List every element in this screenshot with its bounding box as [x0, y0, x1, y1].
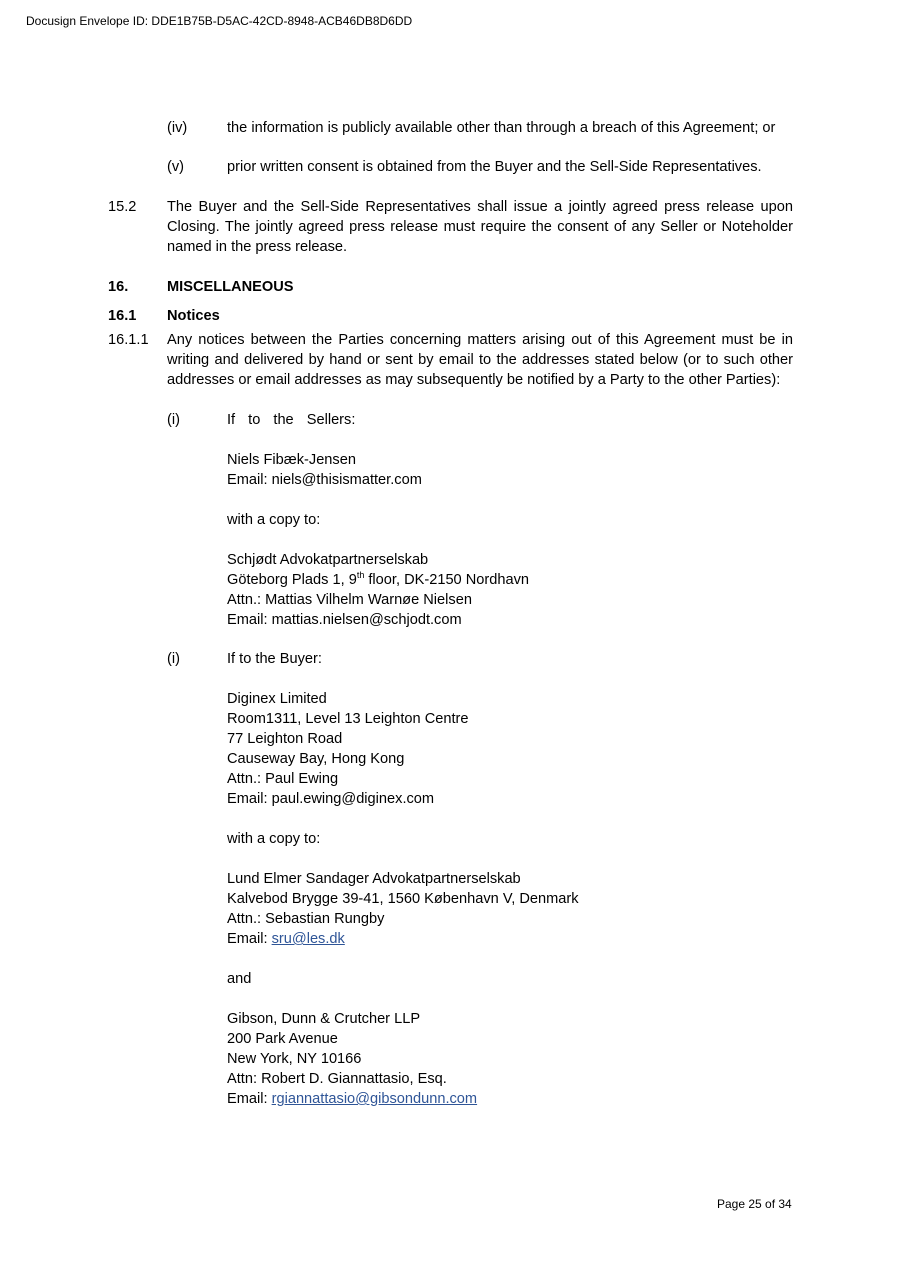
copy-line: 200 Park Avenue	[227, 1031, 338, 1047]
copy-line: New York, NY 10166	[227, 1051, 362, 1067]
item-number: (v)	[167, 159, 185, 175]
copy-label: with a copy to:	[227, 512, 321, 528]
copy-email: Email: rgiannattasio@gibsondunn.com	[227, 1091, 478, 1107]
copy-email: Email: mattias.nielsen@schjodt.com	[227, 612, 462, 628]
clause-text: Any notices between the Parties concerning matters arising out of this Agreement must be in writing and delivered by hand or sent by email to the addresses stated below (or to such other addresses or email addresses as may subsequently be notified by a Party to the other Parties):	[167, 332, 793, 388]
copy-line: Attn.: Sebastian Rungby	[227, 911, 385, 927]
buyer-heading: If to the Buyer:	[227, 651, 322, 667]
copy-address: Göteborg Plads 1, 9th floor, DK-2150 Nordhavn	[227, 570, 530, 588]
buyer-line: Room1311, Level 13 Leighton Centre	[227, 711, 469, 727]
sellers-heading: If to the Sellers:	[227, 412, 356, 428]
buyer-line: Diginex Limited	[227, 691, 327, 707]
clause-number: 16.1.1	[108, 332, 149, 348]
clause-title: Notices	[167, 308, 220, 324]
copy-label: with a copy to:	[227, 831, 321, 847]
copy-line: Attn: Robert D. Giannattasio, Esq.	[227, 1071, 447, 1087]
sellers-notice-block	[227, 410, 529, 630]
email-link[interactable]: sru@les.dk	[271, 931, 345, 947]
item-number: (i)	[167, 651, 180, 667]
copy-email: Email: sru@les.dk	[227, 931, 345, 947]
section-title: MISCELLANEOUS	[167, 279, 294, 295]
item-text: the information is publicly available other than through a breach of this Agreement; or	[227, 120, 776, 136]
clause-number: 15.2	[108, 199, 137, 215]
sellers-email: Email: niels@thisismatter.com	[227, 472, 422, 488]
sellers-name: Niels Fibæk-Jensen	[227, 452, 356, 468]
item-number: (iv)	[167, 120, 188, 136]
buyer-line: Attn.: Paul Ewing	[227, 771, 339, 787]
buyer-line: Email: paul.ewing@diginex.com	[227, 791, 435, 807]
email-link[interactable]: rgiannattasio@gibsondunn.com	[271, 1091, 478, 1107]
buyer-notice-block	[227, 649, 579, 1109]
buyer-line: Causeway Bay, Hong Kong	[227, 751, 405, 767]
buyer-line: 77 Leighton Road	[227, 731, 343, 747]
copy-attn: Attn.: Mattias Vilhelm Warnøe Nielsen	[227, 592, 472, 608]
section-number: 16.	[108, 279, 129, 295]
clause-number: 16.1	[108, 308, 137, 324]
copy-line: Lund Elmer Sandager Advokatpartnerselskab	[227, 871, 521, 887]
page-number: Page 25 of 34	[717, 1197, 792, 1211]
and-label: and	[227, 971, 252, 987]
copy-line: Gibson, Dunn & Crutcher LLP	[227, 1011, 421, 1027]
clause-text: The Buyer and the Sell-Side Representatives shall issue a jointly agreed press release upon Closing. The jointly agreed press release must require the consent of any Seller or Noteholder named in the press release.	[167, 199, 793, 255]
copy-line: Kalvebod Brygge 39-41, 1560 København V, Denmark	[227, 891, 579, 907]
item-text: prior written consent is obtained from the Buyer and the Sell-Side Representatives.	[227, 159, 762, 175]
item-number: (i)	[167, 412, 180, 428]
envelope-id: Docusign Envelope ID: DDE1B75B-D5AC-42CD-8948-ACB46DB8D6DD	[26, 14, 413, 28]
copy-firm: Schjødt Advokatpartnerselskab	[227, 552, 429, 568]
